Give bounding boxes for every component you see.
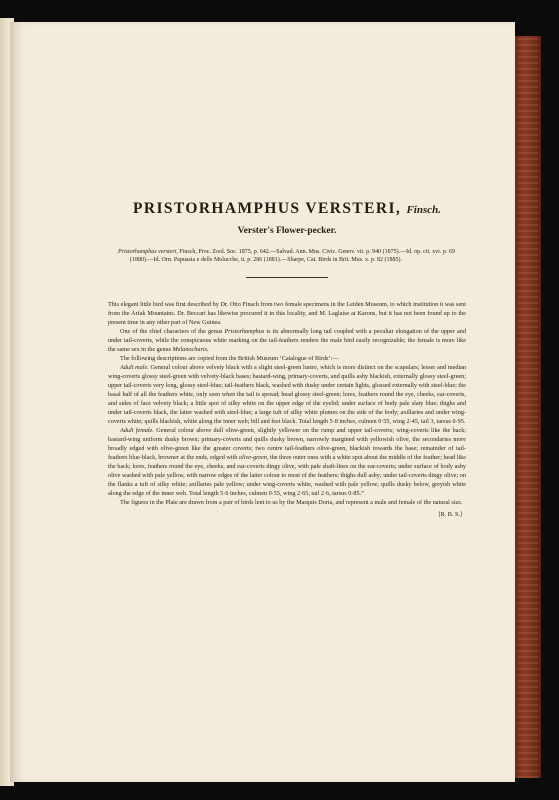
adult-male-label: Adult male. bbox=[120, 363, 149, 371]
paragraph-genus-text-a: One of the chief characters of the genus bbox=[120, 327, 225, 335]
paragraph-genus bbox=[108, 327, 466, 354]
common-name: Verster's Flower-pecker. bbox=[237, 226, 337, 236]
author-initials: [R. B. S.] bbox=[438, 510, 462, 518]
paragraph-genus-text-b: is its abnormally long tail coupled with a peculiar elongation of the upper and under tail-coverts, while the conspicuous white marking on the tail-feathers renders the male bird easily recognizable; the female is more like the same sex in the genus bbox=[108, 327, 466, 353]
divider-rule bbox=[246, 277, 328, 278]
adult-female-text-a: General colour above dull olive-green, slightly yellower on the rump and upper tail-coverts; wing-coverts like the back; bastard-wing uniform dusky brown; primary-coverts and quills dusky brown, narrowly margined with yellowish olive, the secondaries more broadly edged with olive-green like the greater coverts; two centre tail-feathers olive-green, blackish towards the base; remainder of tail-feathers blue-black, browner at the ends, edged with bbox=[108, 426, 467, 461]
paragraph-adult-male bbox=[108, 363, 466, 426]
reference-species: Pristorhamphus versteri, bbox=[118, 249, 178, 255]
marbled-cover-edge bbox=[515, 36, 541, 778]
references bbox=[118, 248, 466, 265]
genus-name-2: Melanocharis. bbox=[172, 345, 209, 353]
adult-male-text: General colour above velvety black with a slight steel-green lustre, which is more distinct on the scapulars; lesser and median wing-coverts glossy steel-green with velvety-black bases; bastard-wing, primary-coverts, and quills ashy blackish, externally glossy steel-green; upper tail-coverts very long, glossy steel-blue; tail-feathers black, washed with dusky under certain lights, glossed externally with steel-blue; the basal half of all the feathers white, only seen when the tail is spread; head glossy steel-green; lores, feathers round the eye, cheeks, ear-coverts, and sides of face velvety black; a little spot of silky white on the upper edge of the eyelid; under surface of body pale slaty blue; thighs and under tail-coverts black, the latter washed with steel-blue; a large tuft of silky white plumes on the side of the body; axillaries and under wing-coverts white; quills blackish, white along the inner web; bill and feet black. Total length 5·8 inches, culmen 0·55, wing 2·45, tail 3, tarsus 0·95. bbox=[108, 363, 466, 425]
paragraph-adult-female bbox=[108, 426, 466, 498]
paragraph-intro: This elegant little bird was first described by Dr. Otto Finsch from two female specimens in the Leiden Museum, to which institution it was sent from the Arfak Mountains. Dr. Beccari has likewise procured it in this locality, and M. Laglaise at Karons, but it has not been found up to the present time in any other part of New Guinea. bbox=[108, 300, 466, 326]
reference-text: Finsch, Proc. Zool. Soc. 1875, p. 642.—Salvad. Ann. Mus. Civic. Genov. vii. p. 940 (1875).—Id. op. cit. xvi. p. 69 (1880).—Id. Orn. Papuasia e delle Molucche, ii. p. 286 (1881).—Sharpe, Cat. Birds in Brit. Mus. x. p. 82 (1885). bbox=[130, 249, 455, 264]
body-text bbox=[108, 300, 466, 507]
paragraph-figures: The figures in the Plate are drawn from a pair of birds lent to us by the Marquis Doria, and represent a male and female of the natural size. bbox=[120, 498, 463, 506]
olive-green-italic: olive-green, bbox=[238, 453, 269, 461]
page-content bbox=[108, 200, 466, 518]
species-name: PRISTORHAMPHUS VERSTERI, bbox=[133, 200, 402, 217]
genus-name: Pristorhamphus bbox=[224, 327, 265, 335]
adult-female-label: Adult female. bbox=[120, 426, 154, 434]
species-title bbox=[108, 200, 466, 219]
paragraph-catalogue: The following descriptions are copied from the British Museum ‘Catalogue of Birds’:— bbox=[120, 354, 339, 362]
adult-female-text-b: the three outer ones with a white spot about the middle of the feather; head like the back; lores, feathers round the eye, cheeks, and ear-coverts dingy olive, with pale shaft-lines on the ear-coverts; under surface of body ashy olive washed with pale yellow, with narrow edges of the latter colour to most of the feathers; thighs dull ashy; under tail-coverts dingy olive; on the flanks a tuft of silky white; axillaries pale yellow; under wing-coverts white, washed with pale yellow; quills dusky below, greyish white along the edge of the inner web. Total length 5·6 inches, culmen 0·55, wing 2·65, tail 2·6, tarsus 0·85.” bbox=[108, 453, 467, 497]
species-authority: Finsch. bbox=[406, 204, 441, 216]
